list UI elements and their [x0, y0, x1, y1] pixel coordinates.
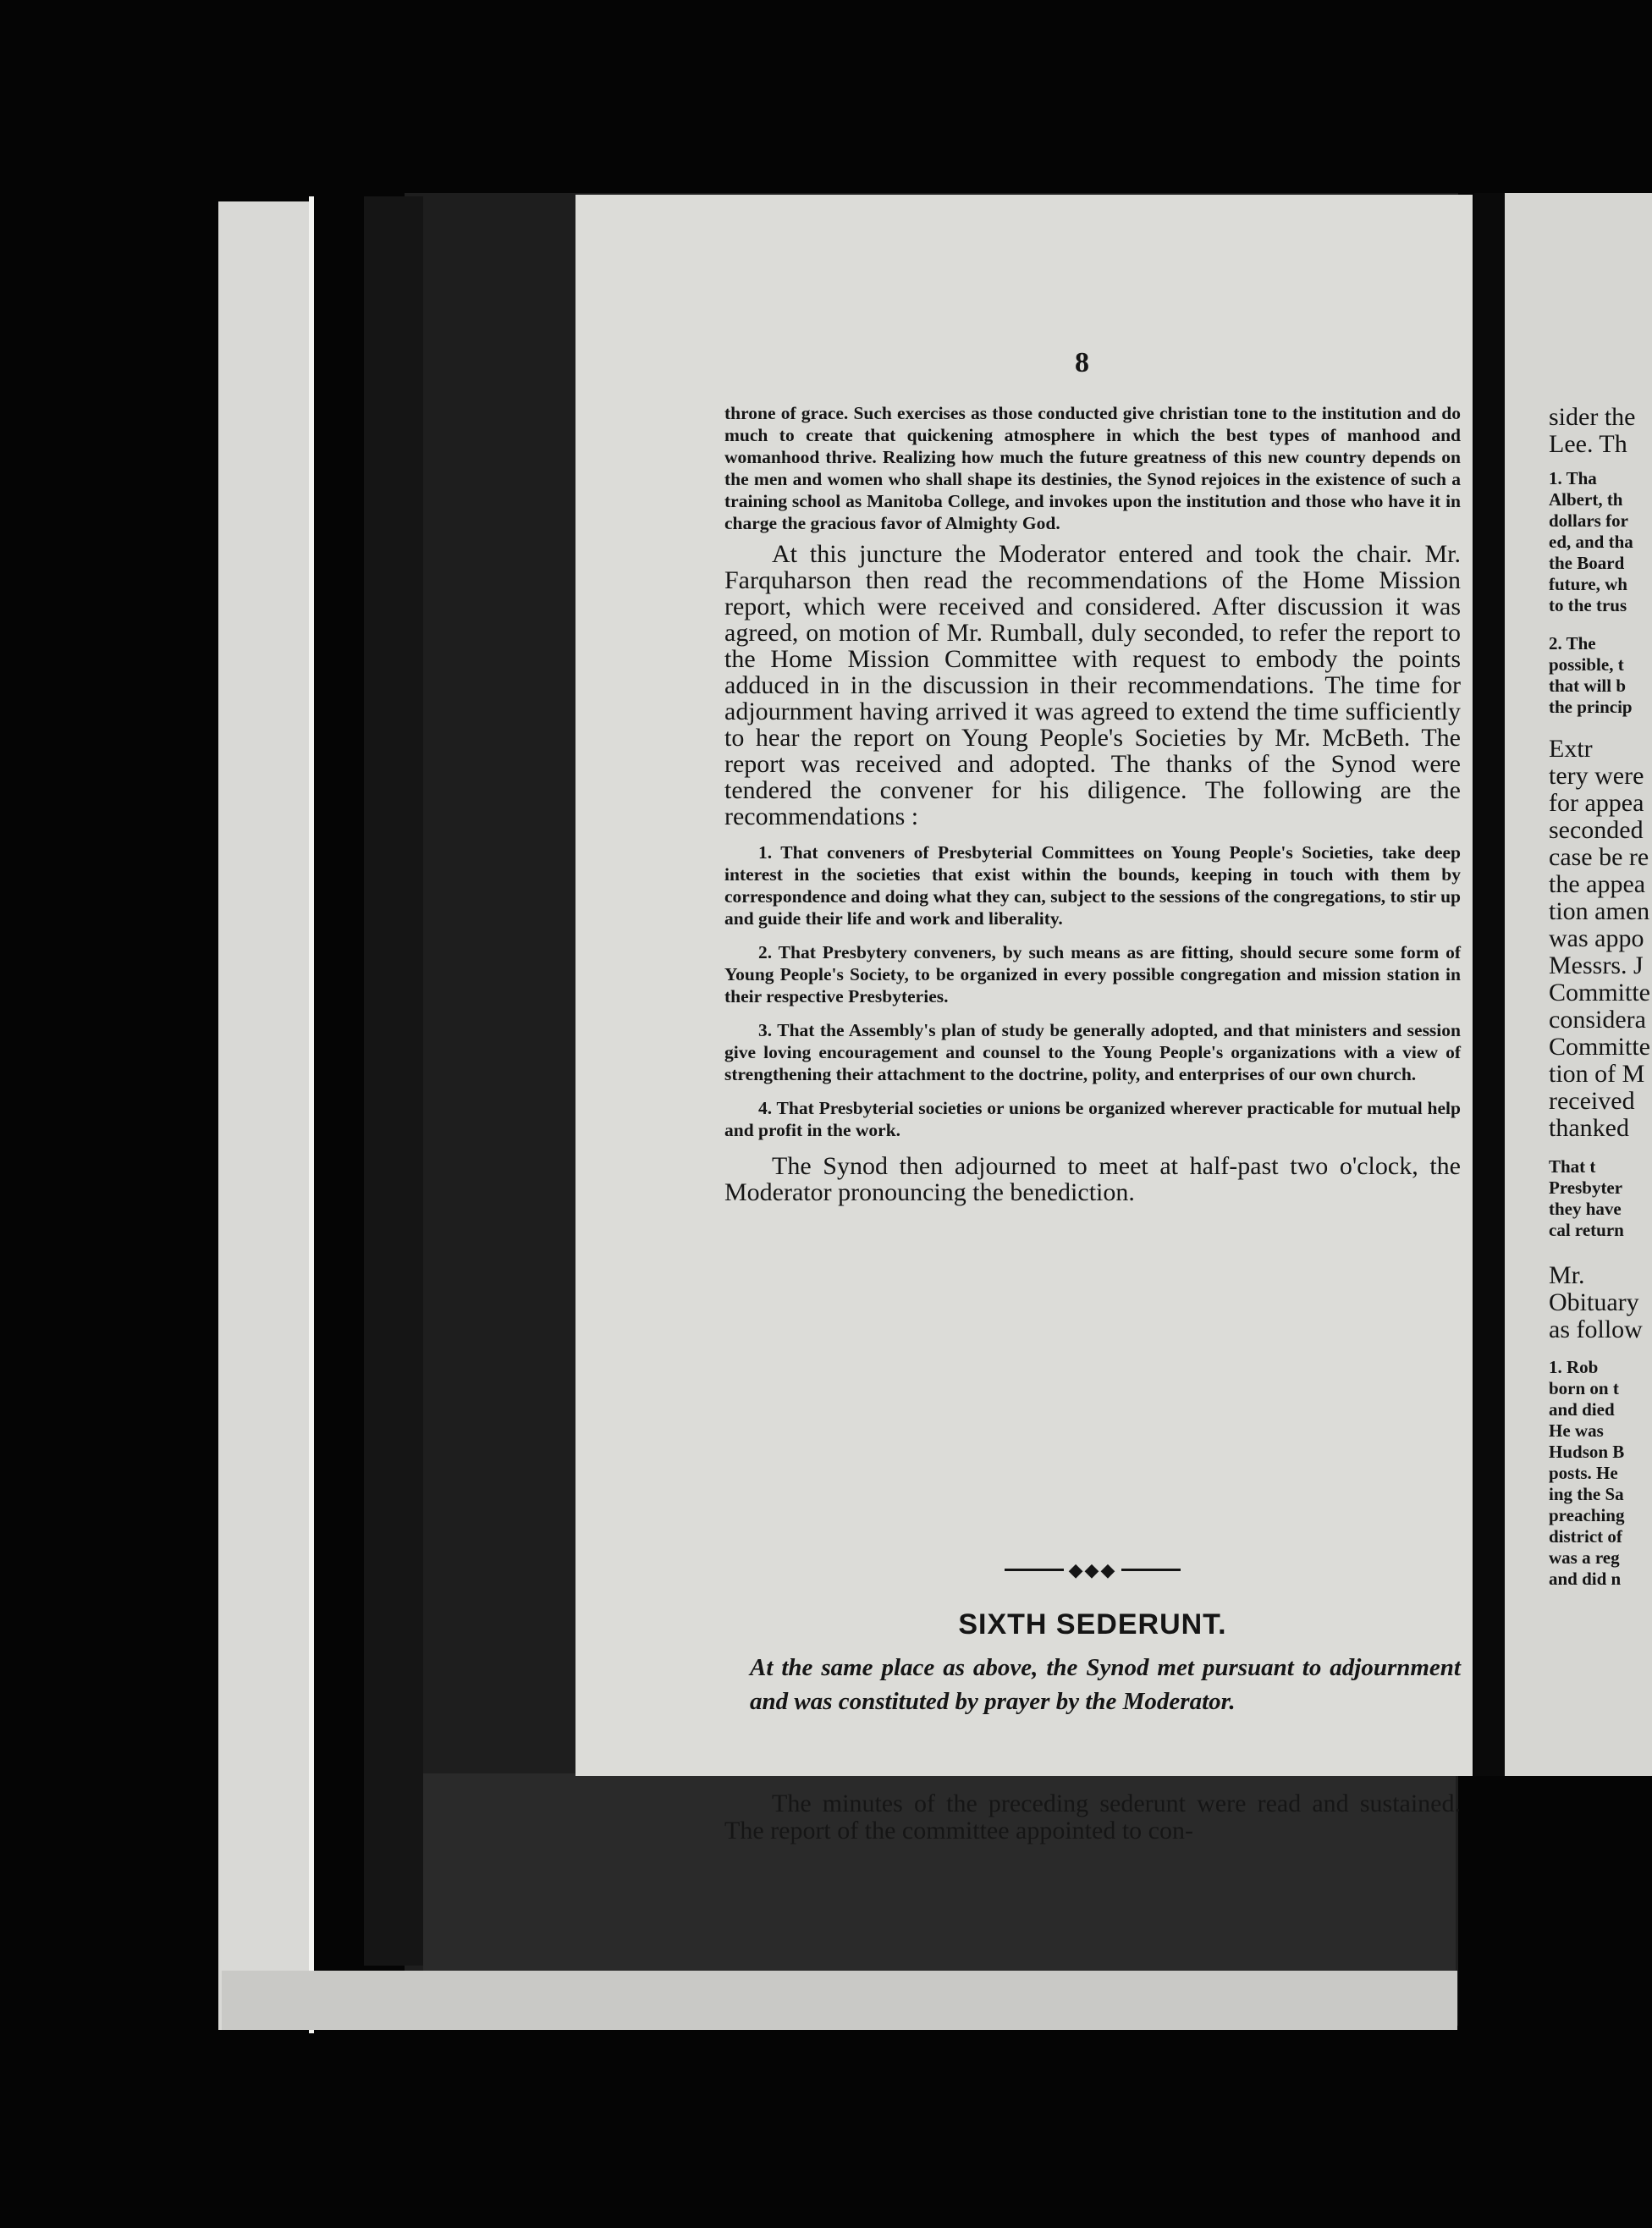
document-page: [575, 195, 1473, 1845]
page-body: [724, 402, 1461, 1845]
adjacent-page-line: That t: [1549, 1156, 1596, 1177]
adjacent-page-line: dollars for: [1549, 510, 1628, 531]
adjacent-page-line: for appea: [1549, 789, 1644, 817]
paragraph-moderator-entered: At this juncture the Moderator entered and took the chair. Mr. Farquharson then read the recommendations of the Home Mission report, which were received and considered. After discussion it was agreed, on motion of Mr. Rumball, duly seconded, to refer the report to the Home Mission Committee with request to embody the points adduced in in the discussion in their recommendations. The time for adjournment having arrived it was agreed to extend the time sufficiently to hear the report on Young People's Societies by Mr. McBeth. The report was received and adopted. The thanks of the Synod were tendered the convener for his diligence. The following are the recommendations :: [724, 540, 1461, 830]
left-paper-edge: [309, 196, 314, 2033]
page-number: 8: [1075, 347, 1089, 378]
adjacent-page-line: ing the Sa: [1549, 1484, 1624, 1504]
adjacent-page-line: posts. He: [1549, 1463, 1618, 1483]
adjacent-page-line: Committe: [1549, 1033, 1650, 1061]
adjacent-page-fragment: [1505, 193, 1652, 1776]
adjacent-page-line: He was: [1549, 1420, 1604, 1441]
adjacent-page-line: Presbyter: [1549, 1177, 1623, 1198]
ornamental-divider: ◆◆◆: [724, 1558, 1461, 1581]
adjacent-page-line: Messrs. J: [1549, 951, 1644, 979]
adjacent-page-line: the princip: [1549, 697, 1633, 717]
adjacent-page-line: Hudson B: [1549, 1442, 1625, 1462]
adjacent-page-line: considera: [1549, 1006, 1646, 1034]
adjacent-page-line: 1. Rob: [1549, 1357, 1599, 1377]
adjacent-page-line: Committe: [1549, 979, 1650, 1006]
page-gutter: [1474, 193, 1505, 1776]
adjacent-page-line: possible, t: [1549, 654, 1624, 675]
bottom-paper-strip: [222, 1971, 1457, 2030]
adjacent-page-line: seconded: [1549, 816, 1644, 844]
adjacent-page-line: born on t: [1549, 1378, 1619, 1398]
paragraph-adjournment: The Synod then adjourned to meet at half-past two o'clock, the Moderator pronouncing the benediction.: [724, 1152, 1461, 1206]
adjacent-page-line: Extr: [1549, 735, 1593, 763]
recommendation-item: 4. That Presbyterial societies or unions be organized wherever practicable for mutual help and profit in the work.: [724, 1098, 1461, 1140]
adjacent-page-line: sider the: [1549, 403, 1636, 431]
adjacent-page-line: tion amen: [1549, 897, 1650, 925]
book-spine: [364, 196, 423, 1966]
italic-notice: At the same place as above, the Synod met pursuant to adjournment and was constituted by prayer by the Moderator.: [750, 1654, 1461, 1715]
adjacent-page-line: received: [1549, 1087, 1635, 1115]
adjacent-page-line: they have: [1549, 1199, 1622, 1219]
adjacent-page-line: tion of M: [1549, 1060, 1645, 1088]
recommendation-item: 2. That Presbytery conveners, by such means as are fitting, should secure some form of Young People's Society, to be organized in every possible congregation and mission station in their respective Presbyteries.: [724, 942, 1461, 1006]
adjacent-page-line: as follow: [1549, 1315, 1643, 1343]
adjacent-page-line: ed, and tha: [1549, 532, 1633, 552]
left-paper-strip: [218, 201, 313, 2030]
recommendation-item: 3. That the Assembly's plan of study be generally adopted, and that ministers and session give loving encouragement and counsel to the Young People's organizations with a view of strengthening their attachment to the doctrine, polity, and enterprises of our own church.: [724, 1020, 1461, 1084]
adjacent-page-line: preaching: [1549, 1505, 1625, 1525]
adjacent-page-line: the Board: [1549, 553, 1625, 573]
recommendation-item: 1. That conveners of Presbyterial Committees on Young People's Societies, take deep interest in the societies that exist within the bounds, keeping in touch with them by correspondence and doing what they can, subject to the sessions of the congregations, to stir up and guide their life and work and liberality.: [724, 842, 1461, 929]
adjacent-page-line: case be re: [1549, 843, 1649, 871]
adjacent-page-line: thanked: [1549, 1114, 1629, 1142]
recommendations-list: [724, 841, 1461, 1141]
adjacent-page-line: Lee. Th: [1549, 430, 1627, 458]
adjacent-page-line: was appo: [1549, 924, 1644, 952]
adjacent-page-line: the appea: [1549, 870, 1646, 898]
adjacent-page-line: and did n: [1549, 1569, 1622, 1589]
section-heading: SIXTH SEDERUNT.: [958, 1608, 1227, 1641]
adjacent-page-line: was a reg: [1549, 1547, 1620, 1568]
adjacent-page-line: Albert, th: [1549, 489, 1623, 510]
adjacent-page-line: 1. Tha: [1549, 468, 1597, 488]
adjacent-page-line: district of: [1549, 1526, 1622, 1547]
adjacent-page-line: future, wh: [1549, 574, 1627, 594]
adjacent-page-line: Mr.: [1549, 1261, 1585, 1289]
adjacent-page-line: to the trus: [1549, 595, 1627, 615]
adjacent-page-line: cal return: [1549, 1220, 1624, 1240]
adjacent-page-line: that will b: [1549, 676, 1627, 696]
adjacent-page-line: 2. The: [1549, 633, 1596, 654]
paragraph-throne-of-grace: throne of grace. Such exercises as those conducted give christian tone to the institution and do much to create that quickening atmosphere in which the best types of manhood and womanhood thrive. Realizing how much the future greatness of this new country depends on the men and women who shall shape its destinies, the Synod rejoices in the existence of such a training school as Manitoba College, and invokes upon the institution and those who have it in charge the gracious favor of Almighty God.: [724, 403, 1461, 533]
adjacent-page-line: tery were: [1549, 762, 1644, 790]
paragraph-minutes: The minutes of the preceding sederunt were read and sustained. The report of the committee appointed to con-: [724, 1790, 1461, 1845]
adjacent-page-line: Obituary: [1549, 1288, 1639, 1316]
adjacent-page-line: and died: [1549, 1399, 1615, 1420]
